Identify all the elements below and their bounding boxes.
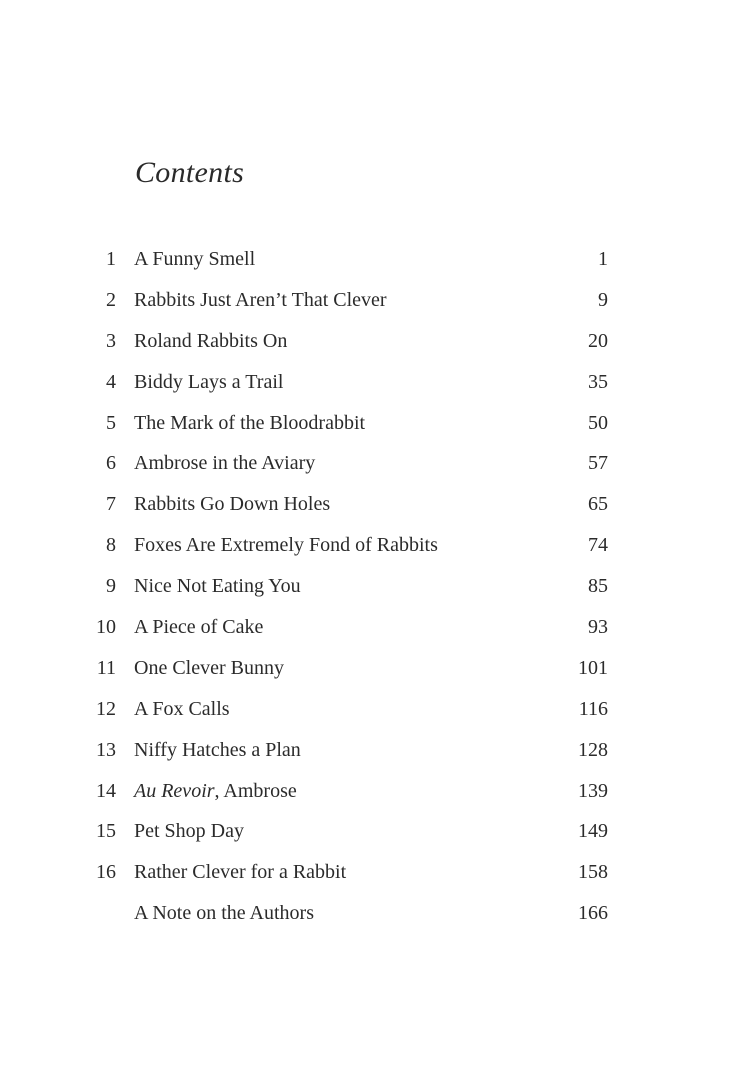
toc-entry-3 [0, 327, 730, 368]
chapter-number: 3 [106, 329, 116, 352]
chapter-title: Rabbits Go Down Holes [134, 493, 331, 516]
toc-entry-4 [0, 368, 730, 409]
chapter-title: Niffy Hatches a Plan [134, 738, 301, 761]
page-number: 93 [588, 616, 608, 639]
page-number: 1 [598, 248, 608, 270]
chapter-title: A Piece of Cake [134, 616, 264, 639]
chapter-title: A Funny Smell [134, 248, 256, 270]
page-number: 101 [578, 656, 608, 679]
toc-entry-2 [0, 286, 730, 327]
chapter-number: 12 [96, 697, 116, 720]
page-number: 20 [588, 329, 608, 352]
chapter-number: 2 [106, 288, 116, 311]
page-number: 74 [588, 534, 608, 557]
chapter-title: Biddy Lays a Trail [134, 370, 284, 393]
toc-entry-10 [0, 613, 730, 654]
chapter-number: 15 [96, 820, 116, 843]
page-number: 149 [578, 820, 608, 843]
toc-entry-13 [0, 736, 730, 777]
chapter-number: 5 [106, 411, 116, 434]
page-number: 35 [588, 370, 608, 393]
chapter-number: 6 [106, 452, 116, 475]
page-number: 9 [598, 288, 608, 311]
chapter-number: 1 [106, 248, 116, 270]
chapter-number: 8 [106, 534, 116, 557]
table-of-contents [0, 245, 730, 940]
toc-entry-5 [0, 409, 730, 450]
chapter-title: A Note on the Authors [134, 902, 314, 925]
chapter-title: Rabbits Just Aren’t That Clever [134, 288, 387, 311]
chapter-title-italic: Au Revoir [134, 779, 215, 802]
chapter-number: 11 [96, 656, 116, 679]
page-number: 116 [578, 697, 608, 720]
page-number: 139 [578, 779, 608, 802]
page-number: 85 [588, 575, 608, 598]
chapter-title [134, 777, 297, 805]
page-number: 158 [578, 861, 608, 884]
page-number: 128 [578, 738, 608, 761]
toc-entry-8 [0, 531, 730, 572]
toc-entry-12 [0, 695, 730, 736]
chapter-title-rest: , Ambrose [214, 779, 297, 802]
page-title: Contents [135, 156, 245, 189]
page-number: 57 [588, 452, 608, 475]
chapter-number: 10 [96, 616, 116, 639]
chapter-title: Pet Shop Day [134, 820, 244, 843]
page-number: 50 [588, 411, 608, 434]
toc-entry-11 [0, 654, 730, 695]
chapter-title: Ambrose in the Aviary [134, 452, 316, 475]
chapter-number: 9 [106, 575, 116, 598]
page-number: 166 [578, 902, 608, 925]
chapter-number: 13 [96, 738, 116, 761]
chapter-title: Foxes Are Extremely Fond of Rabbits [134, 534, 438, 557]
chapter-number: 7 [106, 493, 116, 516]
chapter-title: Roland Rabbits On [134, 329, 288, 352]
toc-entry-14 [0, 777, 730, 818]
toc-entry-6 [0, 449, 730, 490]
chapter-number: 14 [96, 779, 116, 802]
chapter-title: The Mark of the Bloodrabbit [134, 411, 366, 434]
toc-entry-authors-note [0, 899, 730, 940]
chapter-title: Nice Not Eating You [134, 575, 301, 598]
toc-entry-7 [0, 490, 730, 531]
chapter-number: 16 [96, 861, 116, 884]
chapter-title: Rather Clever for a Rabbit [134, 861, 347, 884]
toc-entry-15 [0, 817, 730, 858]
page-number: 65 [588, 493, 608, 516]
chapter-title: One Clever Bunny [134, 656, 284, 679]
chapter-number: 4 [106, 370, 116, 393]
chapter-title: A Fox Calls [134, 697, 230, 720]
toc-entry-16 [0, 858, 730, 899]
toc-entry-9 [0, 572, 730, 613]
toc-entry-1 [0, 245, 730, 286]
